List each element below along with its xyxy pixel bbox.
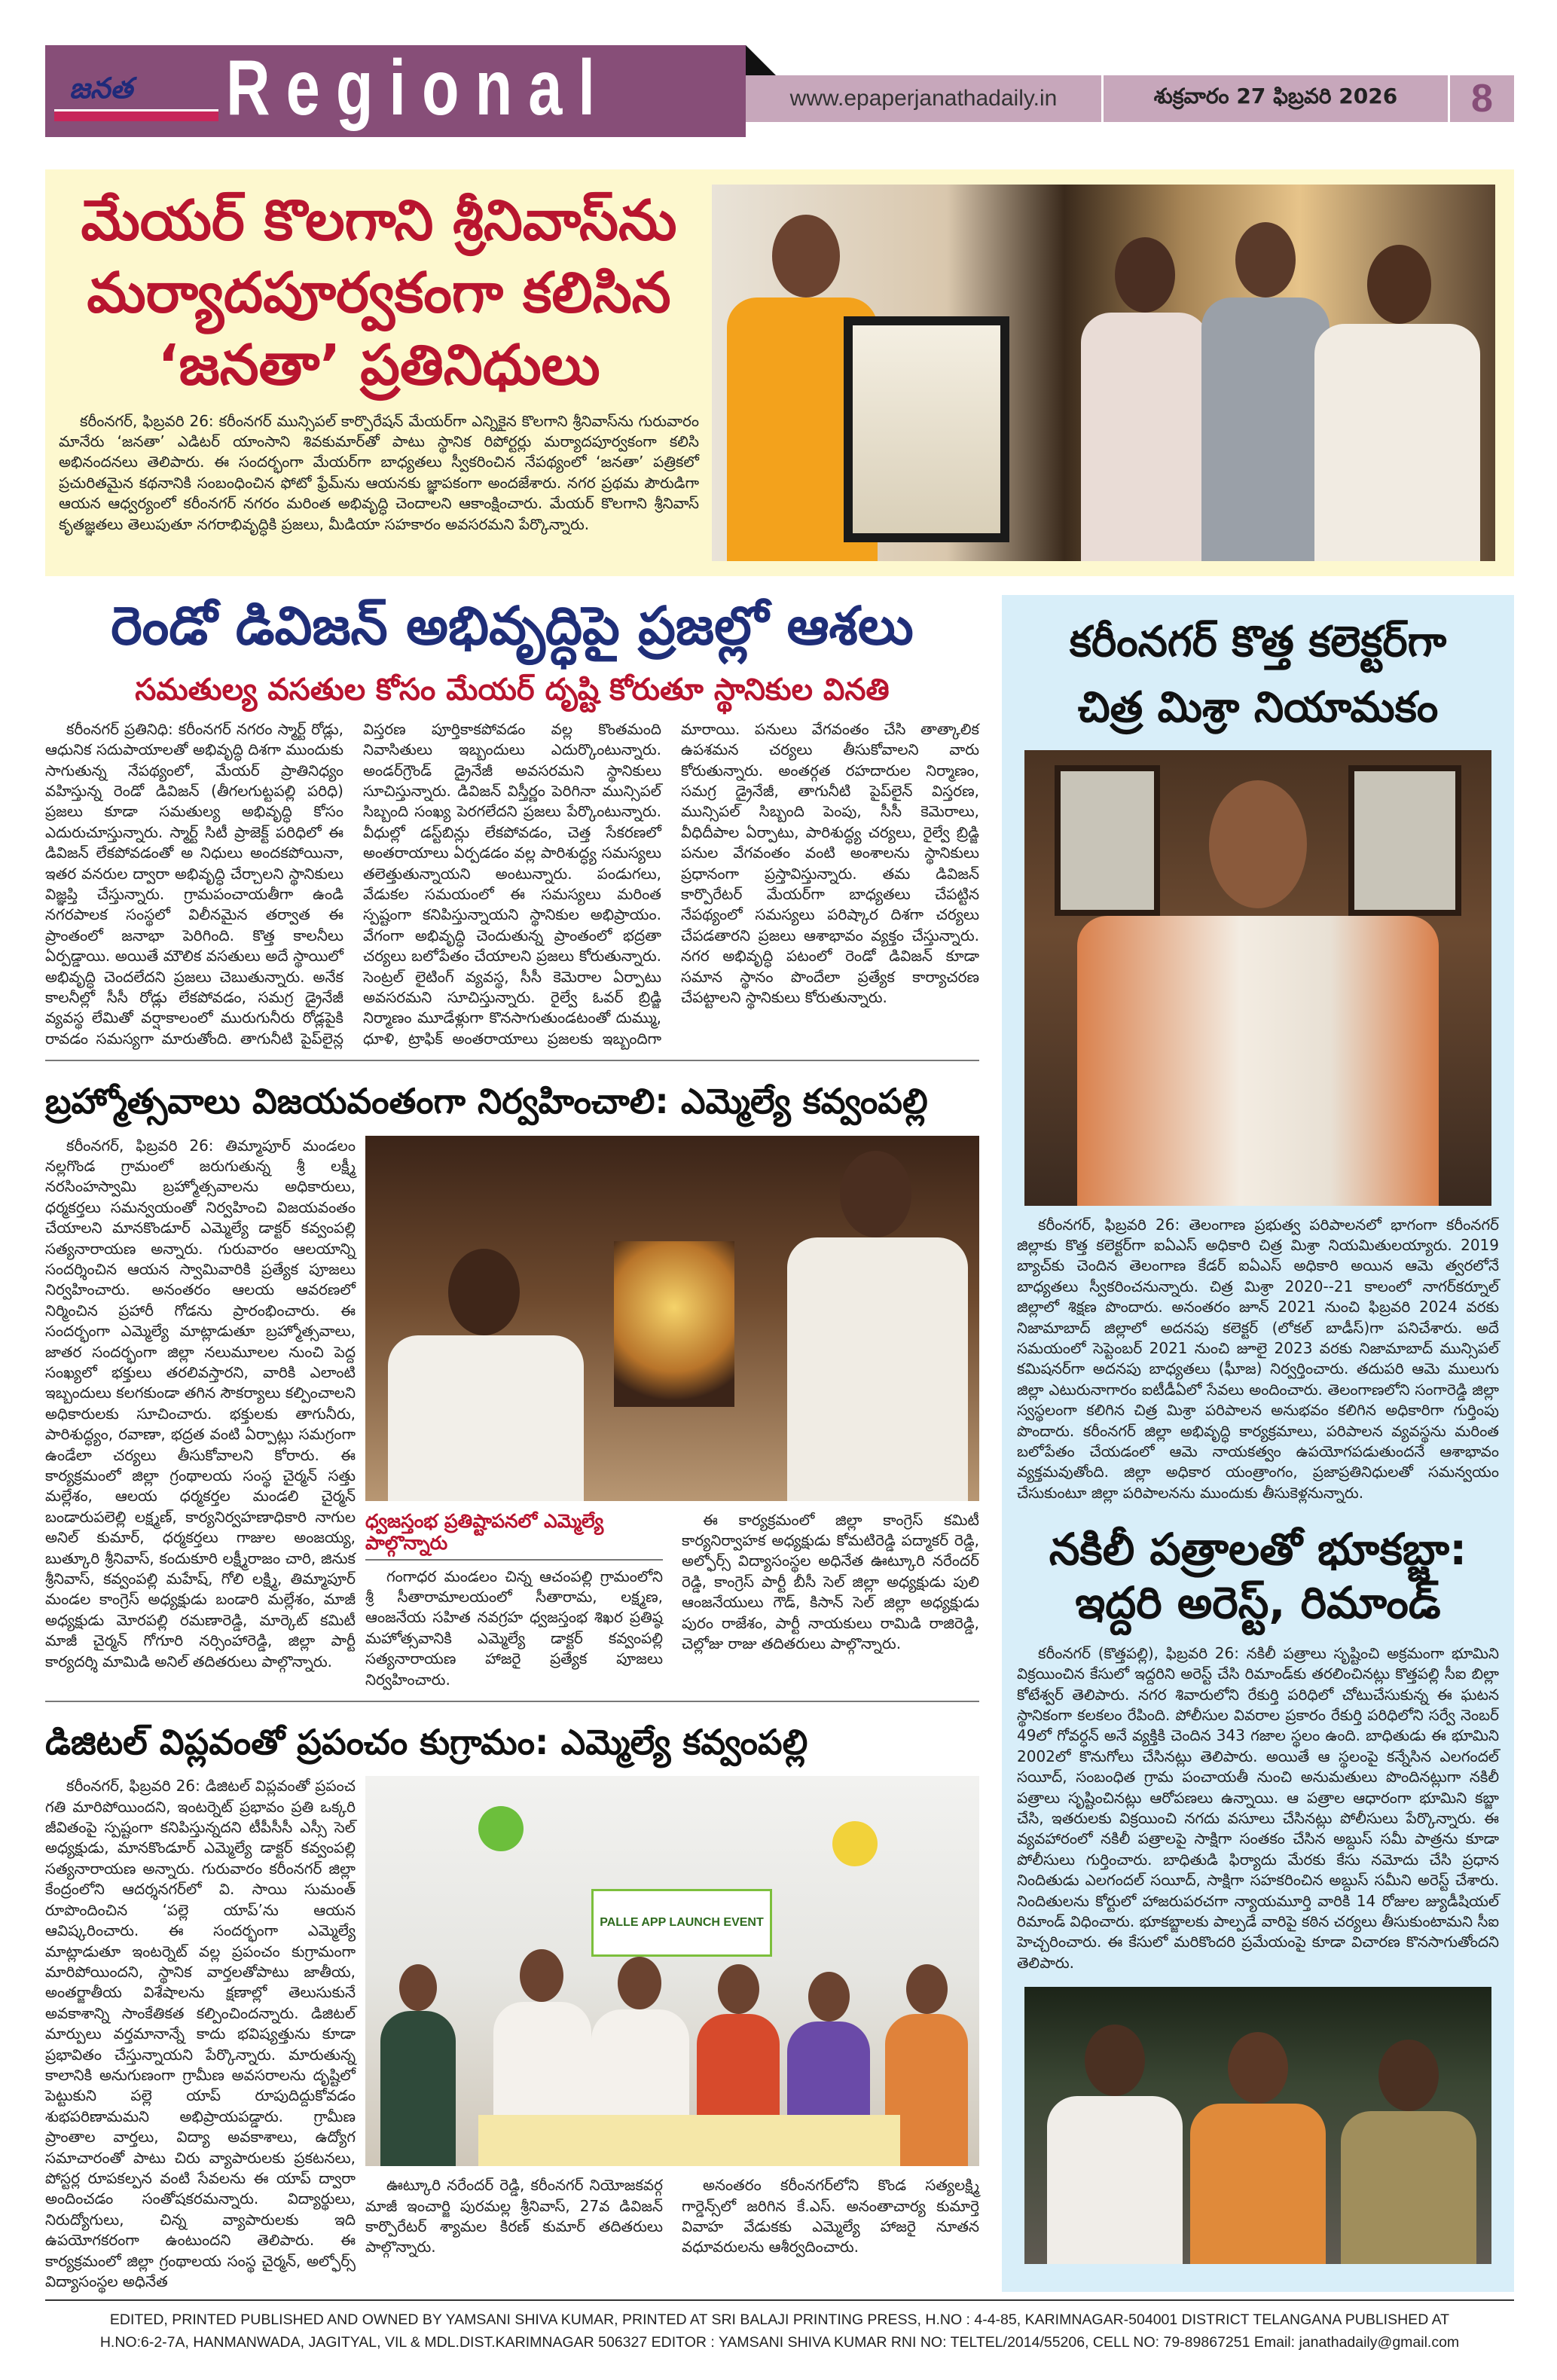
headline-line: కరీంనగర్ కొత్త కలెక్టర్‌గా: [1069, 618, 1447, 667]
article-text: కరీంనగర్, ఫిబ్రవరి 26: తిమ్మాపూర్ మండలం నల్లగొండ గ్రామంలో జరుగుతున్న శ్రీ లక్ష్మీ నరసింహస్వామి బ్రహ్మోత్సవాలను అధికారులు, ధర్మకర్తలు సమన్వయంతో నిర్వహించి విజయవంతం చేయాలని మానకొండూర్ ఎమ్మెల్యే డాక్టర్ కవ్వంపల్లి సత్యనారాయణ అన్నారు. గురువారం ఆలయాన్ని సందర్శించిన ఆయన స్వామివారికి ప్రత్యేక పూజలు నిర్వహించారు. అనంతరం ఆలయ ఆవరణలో నిర్మించిన ప్రహారీ గోడను ప్రారంభించారు. ఈ సందర్భంగా ఎమ్మెల్యే మాట్లాడుతూ బ్రహ్మోత్సవాలు, జాతర సందర్భంగా జిల్లా నలుమూలల నుంచి పెద్ద సంఖ్యలో భక్తులు తరలివస్తారని, వారికి ఎలాంటి ఇబ్బందులు కలగకుండా తగిన సౌకర్యాలు కల్పించాలని అధికారులకు సూచించారు. భక్తులకు తాగునీరు, పారిశుద్ధ్యం, రవాణా, భద్రత వంటి ఏర్పాట్లు సమగ్రంగా ఉండేలా చర్యలు తీసుకోవాలని కోరారు. ఈ కార్యక్రమంలో జిల్లా గ్రంథాలయ సంస్థ చైర్మన్ సత్తు మల్లేశం, ఆలయ ధర్మకర్తల మండలి చైర్మన్ బండారుపలెల్లి లక్ష్మణ్, కార్యనిర్వహణాధికారి నాగుల అనిల్ కుమార్, ధర్మకర్తలు గాజుల అంజయ్య, బుత్కూరి శ్రీనివాస్, కందుకూరి లక్ష్మీరాజం చారి, జినుక శ్రీనివాస్, కవ్వంపల్లి మహేష్, గోలి లక్ష్మి, తిమ్మాపూర్ మండల కాంగ్రెస్ అధ్యక్షుడు బండారి మల్లేశం, మాజీ అధ్యక్షుడు మోరపల్లి రమణారెడ్డి, మార్కెట్ కమిటీ మాజీ చైర్మన్ గోగూరి నర్సింహారెడ్డి, జిల్లా పార్టీ కార్యదర్శి మామిడి అనిల్ తదితరులు పాల్గొన్నారు.: [45, 1136, 356, 1671]
temple-caption-body: [365, 1567, 663, 1690]
article-text: అనంతరం కరీంనగర్‌లోని కొండ సత్యలక్ష్మి గార్డెన్స్‌లో జరిగిన కే.ఎస్. అనంతాచార్య కుమార్తె వివాహ వేడుకకు ఎమ్మెల్యే హాజరై నూతన వధూవరులను ఆశీర్వదించారు.: [682, 2176, 979, 2256]
land-story-body: [1017, 1643, 1499, 1974]
divider: [45, 1060, 979, 1061]
article-text: కరీంనగర్, ఫిబ్రవరి 26: డిజిటల్ విప్లవంతో ప్రపంచ గతి మారిపోయిందని, ఇంటర్నెట్ ప్రభావం ప్రతి ఒక్కరి జీవితంపై స్పష్టంగా కనిపిస్తున్నదని టీపీసీసీ ఎస్సీ సెల్ అధ్యక్షుడు, మానకొండూర్ ఎమ్మెల్యే డాక్టర్ కవ్వంపల్లి సత్యనారాయణ అన్నారు. గురువారం కరీంనగర్ జిల్లా కేంద్రంలోని ఆదర్శనగర్‌లో వి. సాయి సుమంత్ రూపొందించిన ‘పల్లె యాప్’ను ఆయన ఆవిష్కరించారు. ఈ సందర్భంగా ఎమ్మెల్యే మాట్లాడుతూ ఇంటర్నెట్ వల్ల ప్రపంచం కుగ్రామంగా మారిపోయిందని, స్థానిక వార్తలతోపాటు జాతీయ, అంతర్జాతీయ విశేషాలను క్షణాల్లో తెలుసుకునే అవకాశాన్ని సాంకేతికత కల్పించిందన్నారు. డిజిటల్ మార్పులు వర్తమానాన్నే కాదు భవిష్యత్తును కూడా ప్రభావితం చేస్తున్నాయని పేర్కొన్నారు. మారుతున్న కాలానికి అనుగుణంగా గ్రామీణ అవసరాలను దృష్టిలో పెట్టుకుని పల్లె యాప్ రూపుదిద్దుకోవడం శుభపరిణామమని అభిప్రాయపడ్డారు. గ్రామీణ ప్రాంతాల వార్తలు, విద్యా అవకాశాలు, ఉద్యోగ సమాచారంతో పాటు చిరు వ్యాపారులకు ప్రకటనలు, పోస్టర్ల రూపకల్పన వంటి సేవలను ఈ యాప్ ద్వారా అందించడం సంతోషకరమన్నారు. విద్యార్థులు, నిరుద్యోగులు, చిన్న వ్యాపారులకు ఇది ఉపయోగకరంగా ఉంటుందని తెలిపారు. ఈ కార్యక్రమంలో జిల్లా గ్రంథాలయ సంస్థ చైర్మన్, అల్ఫోర్స్ విద్యాసంస్థల అధినేత: [45, 1777, 356, 2290]
issue-date: శుక్రవారం 27 ఫిబ్రవరి 2026: [1104, 75, 1450, 122]
top-story-body: [59, 411, 699, 535]
top-story-box: [45, 169, 1514, 576]
masthead: [45, 45, 1514, 137]
arrest-photo: [1024, 1987, 1491, 2264]
logo-band: [54, 109, 218, 121]
top-story-headline: [59, 185, 699, 402]
land-story-headline: [1017, 1523, 1499, 1630]
digital-caption-left: [365, 2175, 663, 2258]
article-text: ఈ కార్యక్రమంలో జిల్లా కాంగ్రెస్ కమిటీ కార్యనిర్వాహక అధ్యక్షుడు కోమటిరెడ్డి పద్మాకర్ రెడ్డి, అల్ఫోర్స్ విద్యాసంస్థల అధినేత ఊట్కూరి నరేందర్ రెడ్డి, కాంగ్రెస్ పార్టీ బీసీ సెల్ జిల్లా అధ్యక్షుడు పులి ఆంజనేయులు గౌడ్, కిసాన్ సెల్ జిల్లా అధ్యక్షుడు పురం రాజేశం, పార్టీ నాయకులు రామిడి రాజిరెడ్డి, చెల్లోజు రాజు తదితరులు పాల్గొన్నారు.: [682, 1510, 979, 1652]
article-text: కరీంనగర్ ప్రతినిధి: కరీంనగర్ నగరం స్మార్ట్ రోడ్లు, ఆధునిక సదుపాయాలతో అభివృద్ధి దిశగా ముందుకు సాగుతున్న నేపథ్యంలో, మేయర్ ప్రాతినిధ్యం వహిస్తున్న రెండో డివిజన్ (తీగలగుట్టపల్లి పరిధి) ప్రజలు కూడా సమతుల్య అభివృద్ధి కోసం ఎదురుచూస్తున్నారు. స్మార్ట్ సిటీ ప్రాజెక్ట్ పరిధిలో ఈ డివిజన్ లేకపోవడంతో అ నిధులు అందకపోయినా, ఇతర వనరుల ద్వారా అభివృద్ధి చేర్చాలని స్థానికులు విజ్ఞప్తి చేస్తున్నారు. గ్రామపంచాయతీగా ఉండి నగరపాలక సంస్థలో విలీనమైన తర్వాత ఈ ప్రాంతంలో జనాభా పెరిగింది. కొత్త కాలనీలు ఏర్పడ్డాయి. అయితే మౌలిక వసతులు అదే స్థాయిలో అభివృద్ధి చెందలేదని ప్రజలు చెబుతున్నారు. అనేక కాలనీల్లో సీసీ రోడ్లు లేకపోవడం, సమగ్ర డ్రైనేజీ వ్యవస్థ లేమితో వర్షాకాలంలో మురుగునీరు రోడ్లపైకి రావడం సమస్యగా మారుతోంది. తాగునీటి పైప్‌లైన్ల విస్తరణ పూర్తికాకపోవడం వల్ల కొంతమంది నివాసితులు ఇబ్బందులు ఎదుర్కొంటున్నారు. అండర్‌గ్రౌండ్ డ్రైనేజీ అవసరమని స్థానికులు సూచిస్తున్నారు. డివిజన్ విస్తీర్ణం పెరిగినా మున్సిపల్ సిబ్బంది సంఖ్య పెరగలేదని ప్రజలు పేర్కొంటున్నారు. వీధుల్లో డస్ట్‌బిన్లు లేకపోవడం, చెత్త సేకరణలో అంతరాయాలు ఏర్పడడం వల్ల పారిశుద్ధ్య సమస్యలు తలెత్తుతున్నాయని అంటున్నారు. పండుగలు, వేడుకల సమయంలో ఈ సమస్యలు మరింత స్పష్టంగా కనిపిస్తున్నాయని స్థానికుల అభిప్రాయం. వేగంగా అభివృద్ధి చెందుతున్న ప్రాంతంలో భద్రతా చర్యలు బలోపేతం చేయాలని ప్రజలు కోరుతున్నారు. సెంట్రల్ లైటింగ్ వ్యవస్థ, సీసీ కెమెరాల ఏర్పాటు అవసరమని సూచిస్తున్నారు. రైల్వే ఓవర్ బ్రిడ్జి నిర్మాణం మూడేళ్లుగా కొనసాగుతుండటంతో దుమ్ము, ధూళి, ట్రాఫిక్ అంతరాయాలు ప్రజలకు ఇబ్బందిగా మారాయి. పనులు వేగవంతం చేసి తాత్కాలిక ఉపశమన చర్యలు తీసుకోవాలని వారు కోరుతున్నారు. అంతర్గత రహదారుల నిర్మాణం, సమగ్ర డ్రైనేజీ, తాగునీటి పైప్‌లైన్ విస్తరణ, మున్సిపల్ సిబ్బంది పెంపు, సీసీ కెమెరాలు, వీధిదీపాల ఏర్పాటు, పారిశుద్ధ్య చర్యలు, రైల్వే బ్రిడ్జి పనుల వేగవంతం వంటి అంశాలను స్థానికులు ప్రధానంగా ప్రస్తావిస్తున్నారు. తమ డివిజన్ కార్పొరేటర్ మేయర్‌గా బాధ్యతలు చేపట్టిన నేపథ్యంలో సమస్యలు పరిష్కార దిశగా చర్యలు చేపడతారని ప్రజలు ఆశాభావం వ్యక్తం చేస్తున్నారు. నగర అభివృద్ధి పటంలో రెండో డివిజన్ కూడా సమాన స్థానం పొందేలా ప్రత్యేక కార్యాచరణ చేపట్టాలని స్థానికులు కోరుతున్నారు.: [45, 719, 979, 1048]
corner-triangle: [746, 45, 776, 75]
article-text: కరీంనగర్, ఫిబ్రవరి 26: కరీంనగర్ మున్సిపల్ కార్పొరేషన్ మేయర్‌గా ఎన్నికైన కొలగాని శ్రీనివాస్‌ను గురువారం మానేరు ‘జనతా’ ఎడిటర్ యాంసాని శివకుమార్‌తో పాటు స్థానిక రిపోర్టర్లు మర్యాదపూర్వకంగా కలిసి అభినందనలు తెలిపారు. ఈ సందర్భంగా మేయర్‌గా బాధ్యతలు స్వీకరించిన నేపథ్యంలో ‘జనతా’ పత్రికలో ప్రచురితమైన కథనానికి సంబంధించిన ఫోటో ఫ్రేమ్‌ను ఆయనకు జ్ఞాపకంగా అందజేశారు. నగర ప్రథమ పౌరుడిగా ఆయన ఆధ్వర్యంలో కరీంనగర్ నగరం మరింత అభివృద్ధి చెందాలని ఆకాంక్షించారు. మేయర్ కొలగాని శ్రీనివాస్ కృతజ్ఞతలు తెలుపుతూ నగరాభివృద్ధికి ప్రజలు, మీడియా సహకారం అవసరమని పేర్కొన్నారు.: [59, 411, 699, 533]
imprint-line: EDITED, PRINTED PUBLISHED AND OWNED BY YAMSANI SHIVA KUMAR, PRINTED AT SRI BALAJI PRINTING PRESS, H.NO : 4-4-85, KARIMNAGAR-504001 DISTRICT TELANGANA PUBLISHED AT: [109, 2311, 1450, 2329]
main-content: [45, 595, 1514, 2292]
division-story-subheadline: సమతుల్య వసతుల కోసం మేయర్ దృష్టి కోరుతూ స్థానికుల వినతి: [135, 672, 890, 707]
collector-story-headline: [1017, 610, 1499, 741]
digital-story-media: [365, 1776, 979, 2292]
temple-story-body: [45, 1136, 356, 1690]
article-text: కరీంనగర్ (కొత్తపల్లి), ఫిబ్రవరి 26: నకిలీ పత్రాలు సృష్టించి అక్రమంగా భూమిని విక్రయించిన కేసులో ఇద్దరిని అరెస్ట్ చేసి రిమాండ్‌కు తరలించినట్లు కొత్తపల్లి సీఐ బిల్లా కోటేశ్వర్ తెలిపారు. నగర శివారులోని రేకుర్తి పరిధిలో చోటుచేసుకున్న ఈ ఘటన స్థానికంగా కలకలం రేపింది. పోలీసుల వివరాల ప్రకారం రేకుర్తి పరిధిలోని సర్వే నెంబర్ 49లో గోవర్ధన్ అనే వ్యక్తికి చెందిన 343 గజాల స్థలం ఉంది. బాధితుడు ఈ భూమిని 2002లో కొనుగోలు చేసినట్లు తెలిపారు. అయితే ఆ స్థలంపై కన్నేసిన ఎలగందల్ సయీద్, సంబంధిత గ్రామ పంచాయతీ నుంచి అనుమతులు పొందినట్లుగా నకిలీ పత్రాలు సృష్టించినట్లు ఆరోపణలు ఉన్నాయి. ఆ పత్రాల ఆధారంగా భూమిని కబ్జా చేసి, ఇతరులకు విక్రయించి నగదు వసూలు చేసినట్లు పోలీసులు పేర్కొన్నారు. ఈ వ్యవహారంలో నకిలీ పత్రాలపై సాక్షిగా సంతకం చేసిన అబ్దుస్ సమీ పాత్రను కూడా పోలీసులు గుర్తించారు. బాధితుడి ఫిర్యాదు మేరకు కేసు నమోదు చేసి ప్రధాన నిందితుడు ఎలగందల్ సయీద్, సాక్షిగా సహకరించిన అబ్దుస్ సమీని అరెస్ట్ చేశారు. నిందితులను కోర్టులో హాజరుపరచగా న్యాయమూర్తి వారికి 14 రోజుల జ్యుడీషియల్ రిమాండ్ విధించారు. భూకబ్జాలకు పాల్పడే వారిపై కఠిన చర్యలు తీసుకుంటామని సీఐ హెచ్చరించారు. ఈ కేసులో మరికొందరి ప్రమేయంపై కూడా విచారణ కొనసాగుతోందని తెలిపారు.: [1017, 1643, 1499, 1972]
page-number: 8: [1471, 77, 1493, 121]
divider: [45, 1701, 979, 1702]
temple-caption-left: [365, 1510, 663, 1690]
collector-story-body: [1017, 1215, 1499, 1504]
launch-banner: PALLE APP LAUNCH EVENT: [591, 1889, 772, 1957]
app-launch-photo: [365, 1776, 979, 2166]
temple-captions: [365, 1510, 979, 1690]
section-title: Regional: [226, 44, 612, 132]
temple-visit-photo: [365, 1136, 979, 1501]
headline-line: ఇద్దరి అరెస్ట్, రిమాండ్: [1075, 1577, 1441, 1629]
article-text: ఊట్కూరి నరేందర్ రెడ్డి, కరీంనగర్ నియోజకవర్గ మాజీ ఇంచార్జి పురమల్ల శ్రీనివాస్, 27వ డివిజన్ కార్పొరేటర్ శ్యామల కిరణ్ కుమార్ తదితరులు పాల్గొన్నారు.: [365, 2176, 663, 2256]
digital-captions: [365, 2175, 979, 2258]
top-story-text: [59, 185, 699, 561]
headline-line: మేయర్ కొలగాని శ్రీనివాస్‌ను: [81, 188, 677, 253]
digital-story: [45, 1776, 979, 2292]
division-story-headline: రెండో డివిజన్ అభివృద్ధిపై ప్రజల్లో ఆశలు: [111, 595, 914, 657]
temple-story-headline: బ్రహ్మోత్సవాలు విజయవంతంగా నిర్వహించాలి: ఎమ్మెల్యే కవ్వంపల్లి: [45, 1081, 928, 1122]
headline-line: చిత్ర మిశ్రా నియామకం: [1077, 682, 1439, 732]
temple-story: [45, 1136, 979, 1690]
article-text: కరీంనగర్, ఫిబ్రవరి 26: తెలంగాణ ప్రభుత్వ పరిపాలనలో భాగంగా కరీంనగర్ జిల్లాకు కొత్త కలెక్టర్‌గా ఐఏఎస్ అధికారి చిత్ర మిశ్రా నియమితులయ్యారు. 2019 బ్యాచ్‌కు చెందిన తెలంగాణ కేడర్ ఐఏఎస్ అధికారి అయిన ఆమె త్వరలోనే బాధ్యతలు స్వీకరించనున్నారు. చిత్ర మిశ్రా 2020--21 కాలంలో నాగర్‌కర్నూల్ జిల్లాలో శిక్షణ పొందారు. అనంతరం జూన్ 2021 నుంచి ఫిబ్రవరి 2024 వరకు నిజామాబాద్ జిల్లాలో అదనపు కలెక్టర్ (లోకల్ బాడీస్)గా పనిచేశారు. అదే సమయంలో సెప్టెంబర్ 2021 నుంచి జూలై 2023 వరకు నిజామాబాద్ మున్సిపల్ కమిషనర్‌గా అదనపు బాధ్యతలు (ఫీూజ) నిర్వర్తించారు. తదుపరి ఆమె ములుగు జిల్లా ఎటురునాగారం ఐటీడీఏలో సేవలు అందించారు. తెలంగాణలోని సంగారెడ్డి జిల్లా స్వస్థలంగా కలిగిన చిత్ర మిశ్రా పరిపాలన అనుభవం కలిగిన అధికారిగా గుర్తింపు పొందారు. కరీంనగర్ జిల్లా అభివృద్ధి కార్యక్రమాలు, పరిపాలన వ్యవస్థను మరింత బలోపేతం చేయడంలో ఆమె నాయకత్వం ఉపయోగపడుతుందనే ఆశాభావం వ్యక్తమవుతోంది. జిల్లా అధికార యంత్రాంగం, ప్రజాప్రతినిధులతో సమన్వయం చేసుకుంటూ జిల్లా పరిపాలనను ముందుకు తీసుకెళ్లనున్నారు.: [1017, 1215, 1499, 1502]
headline-line: ‘జనతా’ ప్రతినిధులు: [157, 333, 600, 398]
left-column: [45, 595, 979, 2292]
digital-story-body: [45, 1776, 356, 2292]
article-text: గంగాధర మండలం చిన్న ఆచంపల్లి గ్రామంలోని శ్రీ సీతారామాలయంలో సీతారామ, లక్ష్మణ, ఆంజనేయ సహిత నవగ్రహ ధ్వజస్తంభ శిఖర ప్రతిష్ఠ మహోత్సవానికి ఎమ్మెల్యే డాక్టర్ కవ్వంపల్లి సత్యనారాయణ హాజరై ప్రత్యేక పూజలు నిర్వహించారు.: [365, 1567, 663, 1689]
division-story-body: [45, 719, 979, 1050]
divider: [365, 1559, 663, 1561]
right-column-box: [1002, 595, 1514, 2292]
imprint-line: H.NO:6-2-7A, HANMANWADA, JAGITYAL, VIL & MDL.DIST.KARIMNAGAR 506327 EDITOR : YAMSANI SHIVA KUMAR RNI NO: TELTEL/2014/55206, CELL NO: 79-89867251 Email: janathadaily@gmail.com: [99, 2334, 1460, 2351]
headline-line: మర్యాదపూర్వకంగా కలిసిన: [87, 261, 671, 326]
digital-caption-right: [682, 2175, 979, 2258]
headline-line: నకిలీ పత్రాలతో భూకబ్జా:: [1049, 1524, 1467, 1576]
framed-newspaper: [844, 316, 1009, 542]
digital-story-headline: డిజిటల్ విప్లవంతో ప్రపంచం కుగ్రామం: ఎమ్మెల్యే కవ్వంపల్లి: [45, 1721, 808, 1762]
header-info-bar: [746, 75, 1514, 122]
janatha-logo: [54, 72, 218, 124]
logo-text: జనత: [69, 72, 133, 105]
imprint-footer: [45, 2299, 1514, 2354]
website-link[interactable]: www.epaperjanathadaily.in: [746, 75, 1104, 122]
temple-caption-headline: ధ్వజస్తంభ ప్రతిష్టాపనలో ఎమ్మెల్యే పాల్గొన్నారు: [365, 1509, 604, 1555]
mayor-meeting-photo: [712, 185, 1495, 561]
temple-caption-right: [682, 1510, 979, 1690]
collector-portrait-photo: [1024, 750, 1491, 1206]
temple-story-media: [365, 1136, 979, 1690]
